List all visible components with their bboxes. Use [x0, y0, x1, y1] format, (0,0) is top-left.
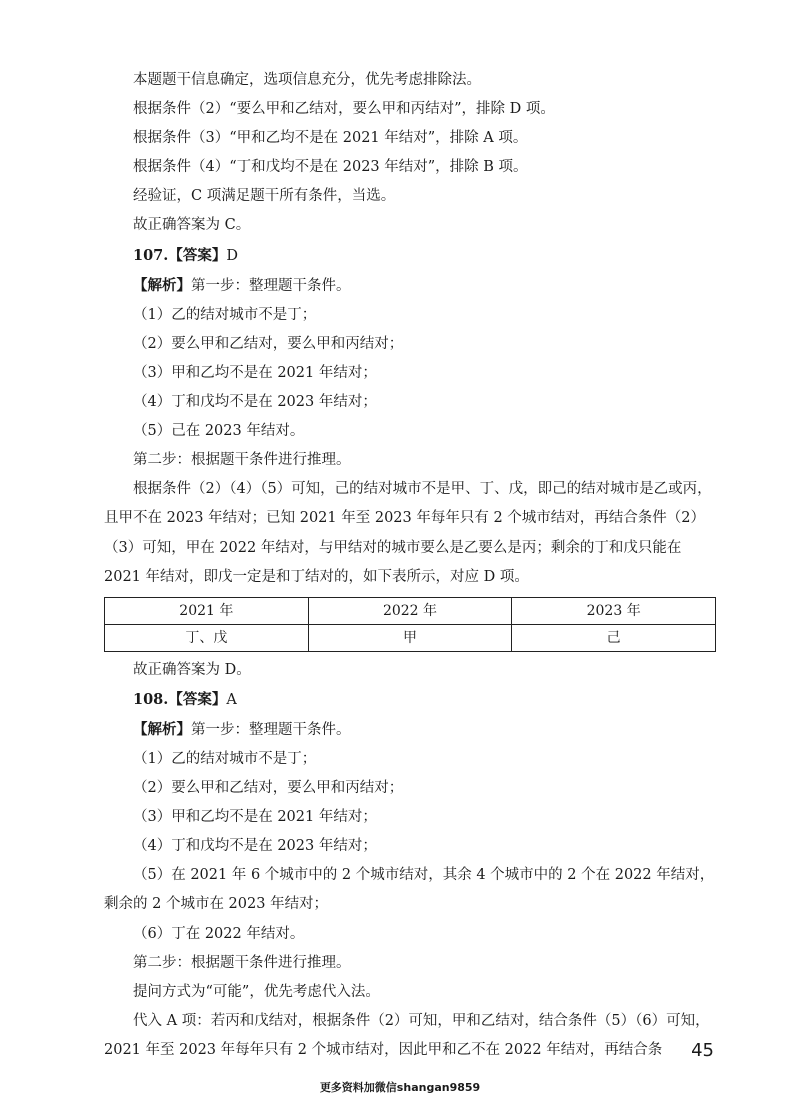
analysis-tag: 【解析】 [133, 276, 191, 294]
table-header-cell: 2021 年 [105, 597, 309, 624]
text-line: 根据条件（2）“要么甲和乙结对，要么甲和丙结对”，排除 D 项。 [133, 101, 555, 118]
step-line: 第二步：根据题干条件进行推理。 [133, 452, 351, 469]
text-line: 根据条件（3）“甲和乙均不是在 2021 年结对”，排除 A 项。 [133, 130, 528, 147]
step-line: 第二步：根据题干条件进行推理。 [133, 954, 351, 971]
condition-line: （1）乙的结对城市不是丁； [133, 750, 317, 767]
condition-line: （1）乙的结对城市不是丁； [133, 306, 317, 323]
page-body [104, 66, 716, 1065]
text-line: 根据条件（4）“丁和戊均不是在 2023 年结对”，排除 B 项。 [133, 159, 528, 176]
text-line: 故正确答案为 C。 [133, 217, 251, 234]
answer-value: A [226, 691, 237, 708]
condition-line: （6）丁在 2022 年结对。 [133, 925, 305, 942]
reasoning-paragraph: 根据条件（2）（4）（5）可知，己的结对城市不是甲、丁、戊，即己的结对城市是乙或丙，且甲不在 2023 年结对；已知 2021 年至 2023 年每年只有 2 个城市结对，再结合条件（2）（3）可知，甲在 2022 年结对，与甲结对的城市要么是乙要么是丙；剩余的丁和戊只能在 2021 年结对，即戊一定是和丁结对的，如下表所示，对应 D 项。 [104, 481, 712, 585]
year-table [104, 597, 716, 652]
condition-line: （2）要么甲和乙结对，要么甲和丙结对； [133, 780, 404, 797]
conclusion-line: 故正确答案为 D。 [133, 661, 251, 678]
condition-line: （5）己在 2023 年结对。 [133, 423, 305, 440]
question-number: 108. [133, 690, 169, 708]
answer-tag: 【答案】 [168, 246, 227, 264]
text-line: 本题题干信息确定，选项信息充分，优先考虑排除法。 [133, 72, 481, 88]
table-header-row [105, 597, 716, 624]
substitute-paragraph: 代入 A 项：若丙和戊结对，根据条件（2）可知，甲和乙结对，结合条件（5）（6）可知，2021 年至 2023 年每年只有 2 个城市结对，因此甲和乙不在 2022 年结对，再结合条 [104, 1012, 710, 1058]
condition-line: （4）丁和戊均不是在 2023 年结对； [133, 838, 377, 855]
condition-line: （5）在 2021 年 6 个城市中的 2 个城市结对，其余 4 个城市中的 2 个在 2022 年结对，剩余的 2 个城市在 2023 年结对； [104, 867, 715, 913]
condition-line: （3）甲和乙均不是在 2021 年结对； [133, 364, 377, 381]
condition-line: （3）甲和乙均不是在 2021 年结对； [133, 809, 377, 826]
q108-heading [104, 685, 716, 715]
method-line: 提问方式为“可能”，优先考虑代入法。 [133, 983, 380, 1000]
answer-tag: 【答案】 [168, 690, 227, 708]
step-text: 第一步：整理题干条件。 [191, 277, 351, 294]
table-cell: 甲 [308, 624, 512, 651]
step-text: 第一步：整理题干条件。 [191, 721, 351, 738]
q107-analysis [104, 271, 716, 301]
table-header-cell: 2022 年 [308, 597, 512, 624]
table-cell: 丁、戊 [105, 624, 309, 651]
table-header-cell: 2023 年 [512, 597, 716, 624]
table-cell: 己 [512, 624, 716, 651]
q107-heading [104, 241, 716, 271]
answer-value: D [226, 247, 238, 264]
condition-line: （2）要么甲和乙结对，要么甲和丙结对； [133, 335, 404, 352]
condition-line: （4）丁和戊均不是在 2023 年结对； [133, 394, 377, 411]
footer-text: 更多资料加微信shangan9859 [319, 1081, 481, 1094]
text-line: 经验证，C 项满足题干所有条件，当选。 [133, 188, 396, 205]
q108-analysis [104, 715, 716, 745]
table-row [105, 624, 716, 651]
page-number: 45 [691, 1040, 714, 1061]
question-number: 107. [133, 246, 169, 264]
analysis-tag: 【解析】 [133, 720, 191, 738]
